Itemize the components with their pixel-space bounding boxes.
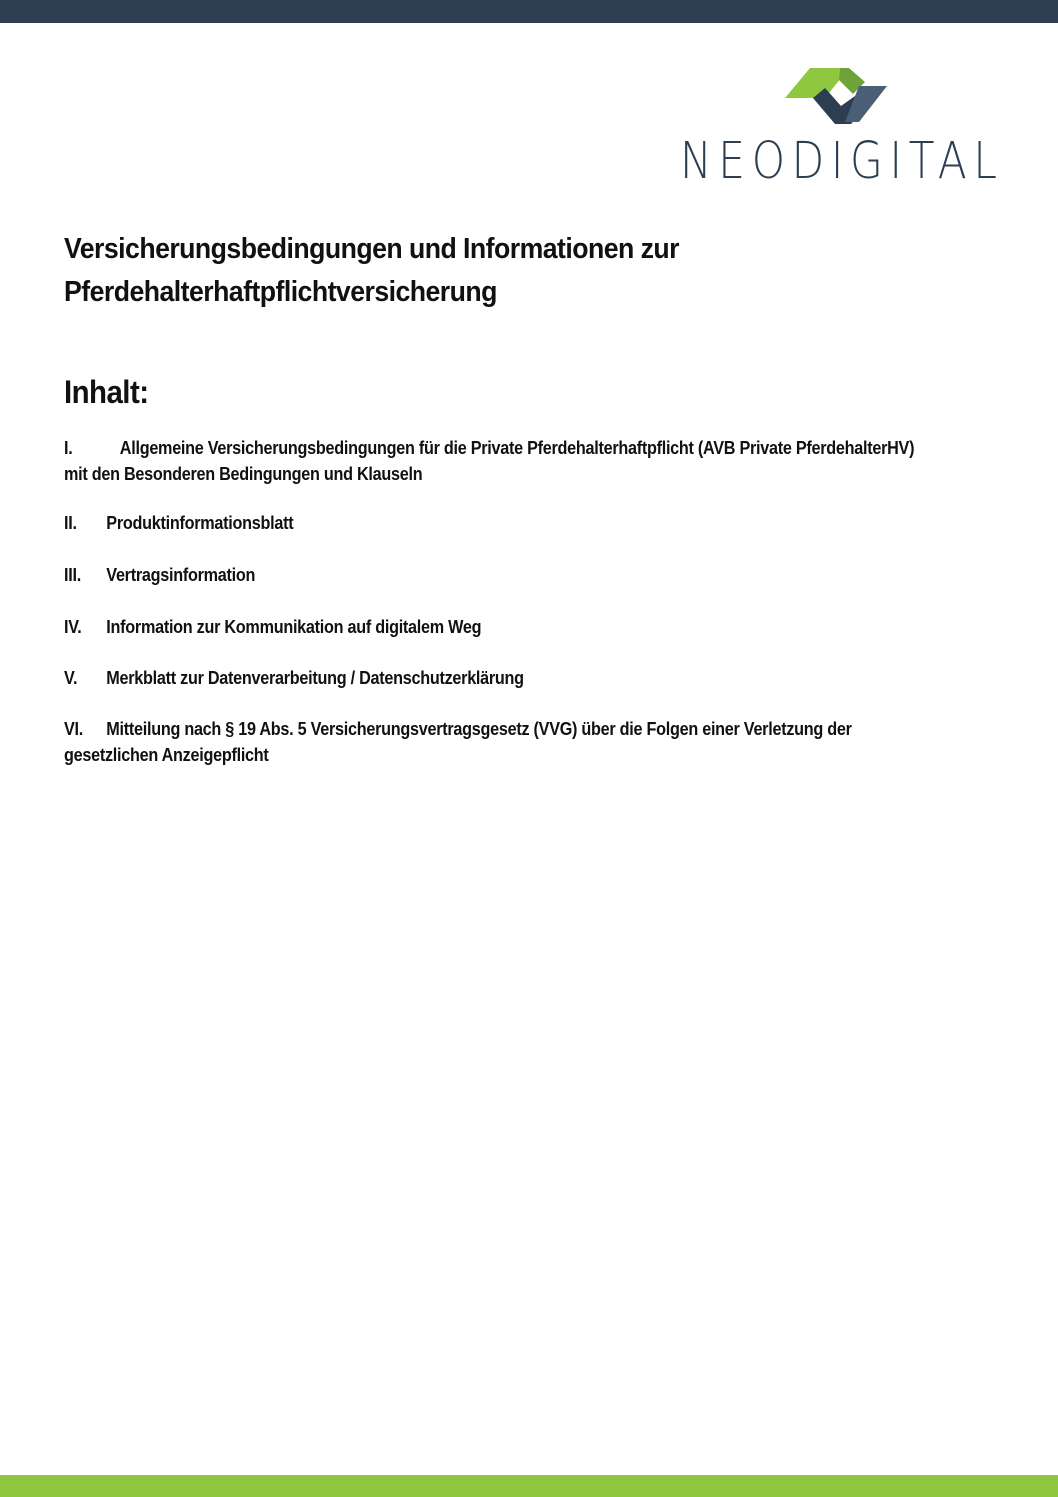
header-bar [0,0,1058,23]
toc-item-text-continued: mit den Besonderen Bedingungen und Klauseln [64,464,423,484]
toc-item-text: Information zur Kommunikation auf digitalem Weg [106,617,482,637]
toc-item-number: IV. [64,617,82,637]
toc-item-text: Vertragsinformation [106,565,256,585]
toc-item-6 [64,716,1009,768]
document-title-line-2: Pferdehalterhaftpflichtversicherung [64,276,497,308]
toc-item-text-continued: gesetzlichen Anzeigepflicht [64,745,269,765]
toc-item-5 [64,665,1009,691]
toc-item-4 [64,614,1009,640]
toc-item-text: Mitteilung nach § 19 Abs. 5 Versicherungsvertragsgesetz (VVG) über die Folgen einer Verletzung der [106,719,852,739]
toc-item-2 [64,510,1009,536]
toc-item-text: Merkblatt zur Datenverarbeitung / Datenschutzerklärung [106,668,524,688]
toc-item-text: Allgemeine Versicherungsbedingungen für die Private Pferdehalterhaftpflicht (AVB Private PferdehalterHV) [119,438,915,458]
neodigital-logo [660,55,1020,195]
toc-item-number: III. [64,565,81,585]
document-title-line-1: Versicherungsbedingungen und Informationen zur [64,233,679,265]
toc-item-1 [64,435,1009,487]
toc-heading: Inhalt: [64,374,149,410]
toc-item-number: VI. [64,719,83,739]
toc-item-number: I. [64,438,73,458]
toc-item-number: V. [64,668,78,688]
brand-name: NEODIGITAL [680,132,1004,191]
footer-bar [0,1475,1058,1497]
document-title [64,228,892,314]
neodigital-logo-mark-icon [785,60,893,124]
toc-item-number: II. [64,513,77,533]
toc-item-text: Produktinformationsblatt [106,513,294,533]
toc-item-3 [64,562,1009,588]
